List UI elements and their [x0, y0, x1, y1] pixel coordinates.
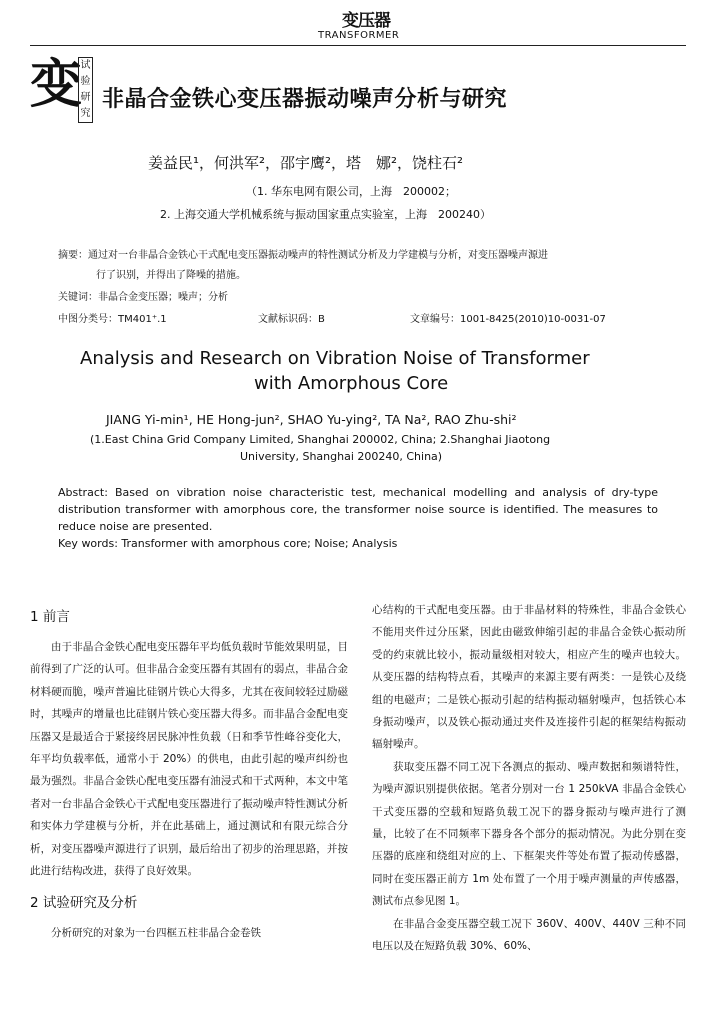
- affiliation-cn-2: 2. 上海交通大学机械系统与振动国家重点实验室，上海 200240）: [160, 208, 491, 221]
- abstract-cn: [58, 246, 548, 261]
- badge-char: 验: [80, 76, 91, 87]
- right-paragraph-2: 获取变压器不同工况下各测点的振动、噪声数据和频谱特性，为噪声源识别提供依据。笔者分别对一台 1 250kVA 非晶合金铁心干式变压器的空载和短路负载工况下的器身振动与噪声进行了测量，比较了在不同频率下器身各个部分的振动情况。为此分别在变压器的底座和绕组对应的上、下框架夹件等处布置了振动传感器，同时在变压器正前方 1m 处布置了一个用于噪声测量的声传感器，测试布点参见图 1。: [372, 760, 686, 908]
- abstract-cn-label: 摘要: [58, 250, 78, 261]
- section-1-heading: 1 前言: [30, 609, 70, 625]
- journal-logo: 变压器: [342, 11, 390, 31]
- affiliation-en-2: University, Shanghai 200240, China): [240, 450, 443, 463]
- badge-char: 试: [80, 60, 91, 71]
- right-paragraph-3: 在非晶合金变压器空载工况下 360V、400V、440V 三种不同电压以及在短路负载 30%、60%、: [372, 917, 686, 953]
- keywords-cn-label: 关键词: [58, 292, 88, 303]
- body-right-column: [372, 599, 686, 958]
- section-1-paragraph: 由于非晶合金铁心配电变压器年平均低负载时节能效果明显，目前得到了广泛的认可。但非晶合金变压器有其固有的弱点，非晶合金材料硬而脆，噪声普遍比硅钢片铁心大得多，尤其在夜间较轻过励磁时，其噪声的增量也比硅钢片铁心变压器大得多。而非晶合金配电变压器又是最适合于紧接终居民脉冲性负载（日和季节性峰谷变化大，年平均负载率低，通常小于 20%）的供电，由此引起的噪声纠纷也最为强烈。非晶合金铁心配电变压器有油浸式和干式两种，本文中笔者对一台非晶合金铁心干式配电变压器进行了振动噪声特性测试分析和实体力学建模与分析，并在此基础上，通过测试和有限元综合分析，对变压器噪声源进行了识别，最后给出了初步的治理思路，并按此进行结构改进，获得了良好效果。: [30, 641, 348, 878]
- abstract-en-text: : Based on vibration noise characteristic test, mechanical modelling and analysis of dry-type distribution transformer with amorphous core, the transformer noise source is identified. The measures to reduce noise are presented.: [58, 486, 658, 533]
- doc-code-label: 文献标识码: [258, 314, 308, 325]
- keywords-en-label: Key words: [58, 537, 115, 550]
- section-2-heading: 2 试验研究及分析: [30, 895, 138, 912]
- clc-number: [58, 310, 167, 325]
- keywords-cn-text: ：非晶合金变压器；噪声；分析: [88, 292, 228, 303]
- paper-title-en-line2: with Amorphous Core: [254, 373, 449, 394]
- authors-cn: 姜益民¹，何洪军²，邵宇鹰²，塔 娜²，饶柱石²: [148, 154, 464, 172]
- abstract-en-label: Abstract: [58, 486, 105, 499]
- badge-char: 研: [80, 92, 91, 103]
- keywords-cn: [58, 288, 228, 303]
- article-number-label: 文章编号: [410, 314, 450, 325]
- header-divider: [30, 45, 686, 46]
- article-number-value: ：1001-8425(2010)10-0031-07: [450, 314, 606, 325]
- affiliation-cn-1: （1. 华东电网有限公司，上海 200002；: [246, 185, 456, 198]
- doc-code-value: ：B: [308, 314, 325, 325]
- body-left-column: [30, 600, 348, 945]
- badge-logo-char: 变: [30, 55, 83, 115]
- abstract-en: [58, 484, 658, 552]
- paper-title-en-line1: Analysis and Research on Vibration Noise of Transformer: [80, 348, 590, 369]
- clc-label: 中图分类号: [58, 314, 108, 325]
- section-2-paragraph: 分析研究的对象为一台四框五柱非晶合金卷铁: [51, 927, 261, 940]
- paper-title-cn: 非晶合金铁心变压器振动噪声分析与研究: [102, 87, 508, 112]
- badge-char: 究: [80, 108, 91, 119]
- badge-column-label: [78, 57, 93, 123]
- keywords-en-text: : Transformer with amorphous core; Noise; Analysis: [114, 537, 398, 550]
- abstract-cn-line2: 行了识别，并得出了降噪的措施。: [96, 270, 246, 281]
- article-number: [410, 310, 606, 325]
- affiliation-en-1: (1.East China Grid Company Limited, Shanghai 200002, China; 2.Shanghai Jiaotong: [90, 433, 551, 446]
- authors-en: JIANG Yi-min¹, HE Hong-jun², SHAO Yu-ying², TA Na², RAO Zhu-shi²: [106, 412, 517, 427]
- right-paragraph-1: 心结构的干式配电变压器。由于非晶材料的特殊性，非晶合金铁心不能用夹件过分压紧，因此由磁致伸缩引起的非晶合金铁心振动所受的约束就比较小，振动量级相对较大，相应产生的噪声也较大。从变压器的结构特点看，其噪声的来源主要有两类：一是铁心及绕组的电磁声；二是铁心振动引起的结构振动辐射噪声，包括铁心本身振动噪声，以及铁心振动通过夹件及连接件引起的框架结构振动辐射噪声。: [372, 604, 686, 751]
- abstract-cn-line1: ：通过对一台非晶合金铁心干式配电变压器振动噪声的特性测试分析及力学建模与分析，对变压器噪声源进: [78, 250, 548, 261]
- doc-code: [258, 310, 325, 325]
- journal-name-en: TRANSFORMER: [318, 30, 400, 41]
- section-badge: [30, 55, 92, 123]
- clc-value: ：TM401⁺.1: [108, 314, 167, 325]
